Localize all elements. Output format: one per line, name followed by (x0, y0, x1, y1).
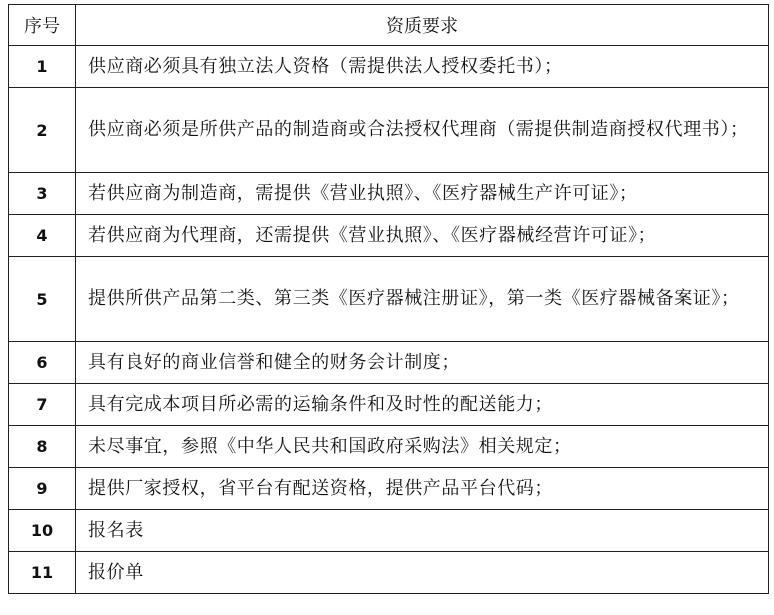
row-number: 8 (9, 426, 76, 468)
row-number: 7 (9, 384, 76, 426)
row-number: 11 (9, 552, 76, 594)
table-row (9, 88, 769, 173)
table-row (9, 426, 769, 468)
row-number: 4 (9, 215, 76, 257)
row-number: 2 (9, 88, 76, 173)
row-requirement: 供应商必须是所供产品的制造商或合法授权代理商（需提供制造商授权代理书）； (76, 88, 769, 173)
row-requirement: 若供应商为制造商，需提供《营业执照》、《医疗器械生产许可证》； (76, 173, 769, 215)
row-number: 3 (9, 173, 76, 215)
table-row (9, 257, 769, 342)
row-number: 10 (9, 510, 76, 552)
row-requirement: 报名表 (76, 510, 769, 552)
table-header-row (9, 5, 769, 46)
row-number: 1 (9, 46, 76, 88)
row-requirement: 未尽事宜，参照《中华人民共和国政府采购法》相关规定； (76, 426, 769, 468)
table-row (9, 46, 769, 88)
row-requirement: 具有完成本项目所必需的运输条件和及时性的配送能力； (76, 384, 769, 426)
row-requirement: 若供应商为代理商，还需提供《营业执照》、《医疗器械经营许可证》； (76, 215, 769, 257)
row-number: 5 (9, 257, 76, 342)
table-row (9, 342, 769, 384)
row-number: 6 (9, 342, 76, 384)
row-number: 9 (9, 468, 76, 510)
table-row (9, 384, 769, 426)
table-row (9, 552, 769, 594)
table-row (9, 510, 769, 552)
row-requirement: 供应商必须具有独立法人资格（需提供法人授权委托书）； (76, 46, 769, 88)
header-serial-number: 序号 (9, 5, 76, 46)
row-requirement: 具有良好的商业信誉和健全的财务会计制度； (76, 342, 769, 384)
table-row (9, 215, 769, 257)
row-requirement: 提供厂家授权，省平台有配送资格，提供产品平台代码； (76, 468, 769, 510)
table-row (9, 468, 769, 510)
row-requirement: 提供所供产品第二类、第三类《医疗器械注册证》，第一类《医疗器械备案证》； (76, 257, 769, 342)
header-qualification-requirement: 资质要求 (76, 5, 769, 46)
row-requirement: 报价单 (76, 552, 769, 594)
qualification-table (8, 4, 769, 594)
table-row (9, 173, 769, 215)
